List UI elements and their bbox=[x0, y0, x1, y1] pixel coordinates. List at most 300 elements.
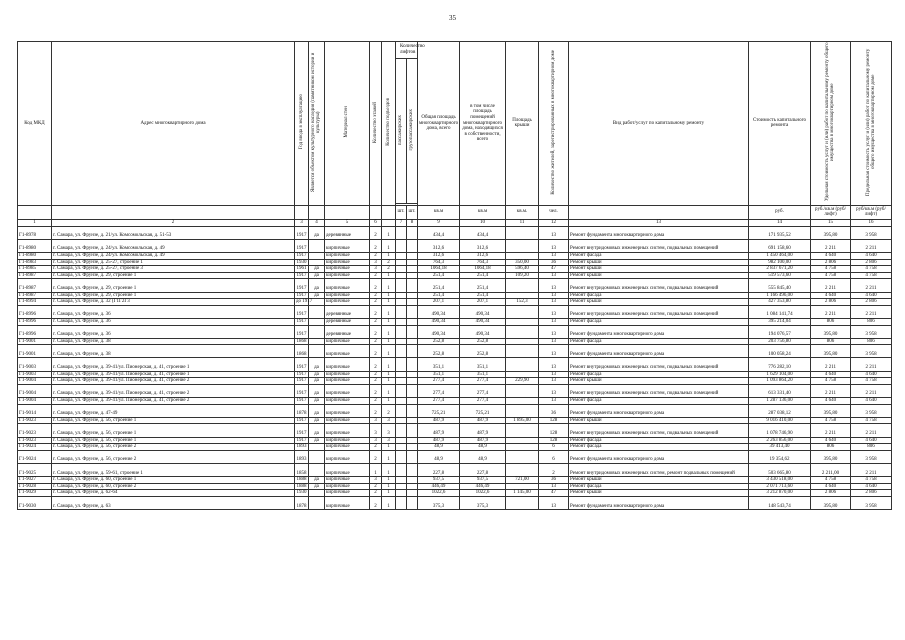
cell-lc bbox=[407, 384, 418, 397]
cell-floors: 2 bbox=[370, 444, 382, 451]
cell-year: 1917 bbox=[295, 384, 309, 397]
cell-entr: 1 bbox=[382, 272, 396, 279]
cell-max: 3 958 bbox=[851, 450, 892, 463]
cell-heritage: да bbox=[309, 398, 325, 405]
table-row bbox=[18, 305, 892, 318]
cell-unit: 4 640 bbox=[811, 292, 851, 299]
cell-entr: 1 bbox=[382, 463, 396, 476]
cell-unit: 2 211 bbox=[811, 239, 851, 252]
table-row bbox=[18, 437, 892, 444]
cell-cost: 427 353,80 bbox=[749, 299, 811, 306]
cell-floors: 3 bbox=[370, 259, 382, 266]
cell-wall: кирпичные bbox=[325, 490, 370, 497]
cell-heritage: да bbox=[309, 358, 325, 371]
cell-cost: 1 287 136,00 bbox=[749, 398, 811, 405]
cell-address: г. Самара, ул. Фрунзе, д. 63 bbox=[52, 496, 295, 509]
cell-lp bbox=[396, 483, 407, 490]
cell-floors: 2 bbox=[370, 404, 382, 417]
cell-work: Ремонт крыши bbox=[569, 417, 749, 424]
cell-address: г. Самара, ул. Фрунзе, д. 39-41/ул. Пионерская, д. 41, строение 1 bbox=[52, 358, 295, 371]
cell-code: Г1-8980 bbox=[18, 252, 52, 259]
table-row bbox=[18, 417, 892, 424]
cell-lc bbox=[407, 371, 418, 378]
cell-heritage bbox=[309, 444, 325, 451]
cell-lp bbox=[396, 417, 407, 424]
cell-heritage: да bbox=[309, 483, 325, 490]
cell-lp bbox=[396, 226, 407, 239]
cell-roof: 350,00 bbox=[506, 259, 539, 266]
cell-max: 3 958 bbox=[851, 226, 892, 239]
cell-floors: 2 bbox=[370, 325, 382, 338]
cell-address: г. Самара, ул. Фрунзе, д. 36 bbox=[52, 318, 295, 325]
cell-res: 13 bbox=[539, 299, 569, 306]
header-lifts-passenger: пассажирских bbox=[396, 58, 407, 203]
cell-res: 13 bbox=[539, 305, 569, 318]
cell-max: 3 958 bbox=[851, 325, 892, 338]
cell-code: Г1-8987 bbox=[18, 292, 52, 299]
cell-area: 227,8 bbox=[418, 463, 460, 476]
cell-unit: 2 806 bbox=[811, 259, 851, 266]
cell-area: 207,1 bbox=[418, 299, 460, 306]
cell-address: г. Самара, ул. Фрунзе, д. 36 bbox=[52, 305, 295, 318]
cell-work: Ремонт фундамента многоквартирного дома bbox=[569, 496, 749, 509]
cell-cost: 1 093 864,20 bbox=[749, 378, 811, 385]
cell-lp bbox=[396, 398, 407, 405]
cell-area: 351,1 bbox=[418, 358, 460, 371]
cell-res: 13 bbox=[539, 318, 569, 325]
cell-roof bbox=[506, 305, 539, 318]
cell-cost: 19 354,62 bbox=[749, 450, 811, 463]
cell-lp bbox=[396, 279, 407, 292]
cell-work: Ремонт крыши bbox=[569, 378, 749, 385]
cell-wall: деревянные bbox=[325, 318, 370, 325]
cell-entr: 1 bbox=[382, 358, 396, 371]
cell-floors: 3 bbox=[370, 266, 382, 273]
cell-lc bbox=[407, 338, 418, 345]
header-cost: Стоимость капитального ремонта bbox=[749, 42, 811, 206]
cell-address: г. Самара, ул. Фрунзе, д. 56, строение 1 bbox=[52, 424, 295, 437]
cell-cost: 982 100,00 bbox=[749, 259, 811, 266]
cell-heritage: да bbox=[309, 272, 325, 279]
cell-cost: 613 331,40 bbox=[749, 384, 811, 397]
cell-max: 2 211 bbox=[851, 239, 892, 252]
cell-work: Ремонт внутридомовых инженерных систем, подвальных помещений bbox=[569, 358, 749, 371]
cell-year: до 1917 bbox=[296, 299, 313, 305]
col-num: 15 bbox=[811, 219, 851, 226]
cell-address: г. Самара, ул. Фрунзе, д. 36 bbox=[52, 325, 295, 338]
cell-unit: 2 806 bbox=[811, 299, 851, 306]
cell-unit: 4 758 bbox=[811, 477, 851, 484]
cell-roof: 109,20 bbox=[506, 272, 539, 279]
cell-unit: 2 211,00 bbox=[811, 463, 851, 476]
cell-address: г. Самара, ул. Фрунзе, д. 56, строение 2 bbox=[52, 444, 295, 451]
cell-lc bbox=[407, 496, 418, 509]
cell-res: 13 bbox=[539, 358, 569, 371]
table-row bbox=[18, 483, 892, 490]
table-row bbox=[18, 404, 892, 417]
cell-max: 4 640 bbox=[851, 398, 892, 405]
cell-code: Г1-8985 bbox=[18, 266, 52, 273]
cell-wall: кирпичные bbox=[325, 378, 370, 385]
cell-area: 490,34 bbox=[418, 318, 460, 325]
cell-entr: 1 bbox=[382, 226, 396, 239]
cell-cost: 555 845,40 bbox=[749, 279, 811, 292]
table-row bbox=[18, 239, 892, 252]
cell-wall: кирпичные bbox=[325, 279, 370, 292]
cell-area: 351,1 bbox=[418, 371, 460, 378]
cell-lp bbox=[396, 358, 407, 371]
cell-entr: 1 bbox=[382, 325, 396, 338]
cell-wall: кирпичные bbox=[325, 463, 370, 476]
table-row bbox=[18, 463, 892, 476]
cell-heritage: да bbox=[309, 226, 325, 239]
cell-work: Ремонт фундамента многоквартирного дома bbox=[569, 345, 749, 358]
col-num: 13 bbox=[569, 219, 749, 226]
table-row bbox=[18, 345, 892, 358]
cell-year: 1888 bbox=[296, 477, 307, 483]
cell-code: Г1-9004 bbox=[18, 378, 52, 385]
cell-address: г. Самара, ул. Фрунзе, д. 60, строение 1 bbox=[52, 477, 295, 484]
cell-roof: 1 145,00 bbox=[506, 490, 539, 497]
header-year: Год ввода в эксплуатацию bbox=[295, 42, 309, 206]
col-num bbox=[382, 219, 396, 226]
cell-lc bbox=[407, 279, 418, 292]
header-heritage: Является объектом культурного наследия (памятником истории и культуры) bbox=[309, 42, 325, 206]
table-row bbox=[18, 450, 892, 463]
header-code: Код МКД bbox=[18, 42, 52, 206]
cell-floors: 3 bbox=[370, 477, 382, 484]
cell-area: 277,4 bbox=[418, 398, 460, 405]
cell-cost: 2 263 856,00 bbox=[749, 437, 811, 444]
cell-max: 2 806 bbox=[851, 490, 892, 497]
col-num: 11 bbox=[506, 219, 539, 226]
cell-code: Г1-9001 bbox=[18, 345, 52, 358]
cell-area: 48,9 bbox=[418, 450, 460, 463]
cell-res: 13 bbox=[539, 371, 569, 378]
cell-owned: 312,6 bbox=[460, 239, 506, 252]
cell-roof bbox=[506, 404, 539, 417]
cell-floors: 2 bbox=[370, 279, 382, 292]
cell-wall: кирпичные bbox=[325, 496, 370, 509]
cell-year: 1930 bbox=[296, 490, 307, 496]
cell-max: 3 958 bbox=[851, 345, 892, 358]
cell-year: 1917 bbox=[295, 325, 309, 338]
cell-max: 2 211 bbox=[851, 463, 892, 476]
cell-res: 13 bbox=[539, 325, 569, 338]
col-num: 2 bbox=[52, 219, 295, 226]
cell-wall: кирпичные bbox=[325, 477, 370, 484]
table-row bbox=[18, 490, 892, 497]
cell-heritage: да bbox=[309, 371, 325, 378]
cell-year: 1917 bbox=[295, 226, 309, 239]
cell-work: Ремонт крыши bbox=[569, 299, 749, 306]
cell-lp bbox=[396, 272, 407, 279]
cell-cost: 171 935,52 bbox=[749, 226, 811, 239]
cell-lc bbox=[407, 483, 418, 490]
col-num: 7 bbox=[396, 219, 407, 226]
cell-owned: 725,21 bbox=[460, 404, 506, 417]
cell-floors: 2 bbox=[370, 384, 382, 397]
cell-year: 1930 bbox=[296, 259, 307, 265]
cell-work: Ремонт внутридомовых инженерных систем, подвальных помещений bbox=[569, 384, 749, 397]
header-wall: Материал стен bbox=[325, 42, 370, 206]
cell-owned: 312,6 bbox=[460, 252, 506, 259]
table-row bbox=[18, 424, 892, 437]
cell-area: 764,3 bbox=[418, 259, 460, 266]
cell-work: Ремонт крыши bbox=[569, 477, 749, 484]
cell-wall: кирпичные bbox=[325, 358, 370, 371]
cell-cost: 3 212 870,00 bbox=[749, 490, 811, 497]
cell-max: 4 640 bbox=[851, 252, 892, 259]
cell-year: 1961 bbox=[296, 266, 307, 272]
cell-code: Г1-9023 bbox=[18, 417, 52, 424]
cell-owned: 1022,6 bbox=[460, 490, 506, 497]
cell-wall: деревянные bbox=[325, 325, 370, 338]
cell-lp bbox=[396, 496, 407, 509]
cell-res: 13 bbox=[539, 272, 569, 279]
cell-floors: 2 bbox=[370, 358, 382, 371]
cell-unit: 395,80 bbox=[811, 226, 851, 239]
cell-roof bbox=[506, 384, 539, 397]
cell-lp bbox=[396, 292, 407, 299]
cell-address: г. Самара, ул. Фрунзе, д. 59-61, строение 1 bbox=[52, 463, 295, 476]
cell-entr: 1 bbox=[382, 450, 396, 463]
cell-max: 2 211 bbox=[851, 384, 892, 397]
cell-unit: 2 211 bbox=[811, 358, 851, 371]
cell-wall: кирпичные bbox=[325, 437, 370, 444]
cell-address: г. Самара, ул. Фрунзе, д. 21/ул. Комсомольская, д. 51-53 bbox=[52, 226, 295, 239]
cell-max: 4 758 bbox=[851, 417, 892, 424]
cell-wall: деревянные bbox=[325, 305, 370, 318]
cell-lc bbox=[407, 226, 418, 239]
cell-year: 1868 bbox=[296, 338, 307, 344]
cell-code: Г1-9030 bbox=[18, 496, 52, 509]
cell-heritage: да bbox=[309, 266, 325, 273]
cell-address: г. Самара, ул. Фрунзе, д. 29, строение 1 bbox=[52, 292, 295, 299]
table-row bbox=[18, 398, 892, 405]
table-row bbox=[18, 338, 892, 345]
cell-max: 2 211 bbox=[851, 305, 892, 318]
cell-entr: 3 bbox=[382, 424, 396, 437]
cell-heritage bbox=[309, 490, 325, 497]
cell-work: Ремонт крыши bbox=[569, 272, 749, 279]
cell-area: 1022,6 bbox=[418, 490, 460, 497]
cell-max: 806 bbox=[851, 444, 892, 451]
table-row bbox=[18, 279, 892, 292]
cell-owned: 487,9 bbox=[460, 424, 506, 437]
cell-max: 2 806 bbox=[851, 299, 892, 306]
cell-owned: 446,49 bbox=[460, 483, 506, 490]
cell-lp bbox=[396, 371, 407, 378]
cell-cost: 395 214,04 bbox=[749, 318, 811, 325]
cell-lc bbox=[407, 318, 418, 325]
cell-lc bbox=[407, 417, 418, 424]
cell-work: Ремонт внутридомовых инженерных систем, подвальных помещений bbox=[569, 424, 749, 437]
table-row bbox=[18, 266, 892, 273]
cell-lp bbox=[396, 437, 407, 444]
cell-res: 36 bbox=[539, 404, 569, 417]
cell-unit: 4 640 bbox=[811, 483, 851, 490]
cell-owned: 1064,18 bbox=[460, 266, 506, 273]
cell-work: Ремонт фундамента многоквартирного дома bbox=[569, 450, 749, 463]
cell-wall: кирпичные bbox=[325, 417, 370, 424]
cell-wall: кирпичные bbox=[325, 384, 370, 397]
cell-lp bbox=[396, 325, 407, 338]
cell-address: г. Самара, ул. Фрунзе, д. 24/ул. Комсомольская, д. 49 bbox=[52, 239, 295, 252]
cell-floors: 2 bbox=[370, 490, 382, 497]
cell-floors: 2 bbox=[370, 483, 382, 490]
cell-cost: 503 665,80 bbox=[749, 463, 811, 476]
cell-entr: 1 bbox=[382, 292, 396, 299]
cell-wall: кирпичные bbox=[325, 424, 370, 437]
cell-area: 277,4 bbox=[418, 384, 460, 397]
cell-floors: 2 bbox=[370, 272, 382, 279]
cell-floors: 1 bbox=[370, 463, 382, 476]
cell-entr: 1 bbox=[382, 490, 396, 497]
cell-owned: 48,9 bbox=[460, 450, 506, 463]
cell-unit: 2 211 bbox=[811, 424, 851, 437]
table-row bbox=[18, 496, 892, 509]
cell-unit: 395,80 bbox=[811, 325, 851, 338]
cell-area: 937,5 bbox=[418, 477, 460, 484]
unit-residents: чел. bbox=[539, 205, 569, 219]
cell-code: Г1-8978 bbox=[18, 226, 52, 239]
cell-heritage: да bbox=[309, 384, 325, 397]
cell-year: 1917 bbox=[296, 318, 307, 324]
cell-area: 277,4 bbox=[418, 378, 460, 385]
cell-area: 312,6 bbox=[418, 239, 460, 252]
cell-wall: деревянные bbox=[325, 226, 370, 239]
cell-area: 251,4 bbox=[418, 279, 460, 292]
cell-code: Г1-8983 bbox=[18, 259, 52, 266]
cell-entr: 1 bbox=[382, 279, 396, 292]
cell-lc bbox=[407, 292, 418, 299]
cell-work: Ремонт фасада bbox=[569, 483, 749, 490]
cell-roof bbox=[506, 318, 539, 325]
cell-address: г. Самара, ул. Фрунзе, д. 56, строение 2 bbox=[52, 450, 295, 463]
cell-year: 1917 bbox=[295, 424, 309, 437]
cell-unit: 2 211 bbox=[811, 384, 851, 397]
cell-unit: 395,80 bbox=[811, 450, 851, 463]
cell-code: Г1-8996 bbox=[18, 325, 52, 338]
cell-cost: 9 016 410,00 bbox=[749, 417, 811, 424]
cell-area: 251,4 bbox=[418, 292, 460, 299]
cell-work: Ремонт внутридомовых инженерных систем, подвальных помещений bbox=[569, 305, 749, 318]
cell-cost: 1 629 104,00 bbox=[749, 371, 811, 378]
cell-cost: 148 543,74 bbox=[749, 496, 811, 509]
cell-res: 13 bbox=[539, 338, 569, 345]
cell-entr: 1 bbox=[382, 345, 396, 358]
cell-roof bbox=[506, 483, 539, 490]
cell-year: 1917 bbox=[295, 358, 309, 371]
header-roof-area: Площадь крыши bbox=[506, 42, 539, 206]
cell-area: 490,34 bbox=[418, 305, 460, 318]
header-address: Адрес многоквартирного дома bbox=[52, 42, 295, 206]
cell-lc bbox=[407, 444, 418, 451]
cell-roof: 229,90 bbox=[506, 378, 539, 385]
cell-address: г. Самара, ул. Фрунзе, д. 47-49 bbox=[52, 404, 295, 417]
cell-roof bbox=[506, 398, 539, 405]
cell-work: Ремонт фасада bbox=[569, 437, 749, 444]
cell-roof bbox=[506, 437, 539, 444]
table-row bbox=[18, 259, 892, 266]
cell-owned: 351,1 bbox=[460, 371, 506, 378]
cell-unit: 4 640 bbox=[811, 437, 851, 444]
cell-heritage bbox=[309, 305, 325, 318]
cell-code: Г1-9003 bbox=[18, 358, 52, 371]
cell-owned: 207,1 bbox=[460, 299, 506, 306]
cell-heritage bbox=[309, 496, 325, 509]
col-num: 12 bbox=[539, 219, 569, 226]
cell-work: Ремонт крыши bbox=[569, 490, 749, 497]
cell-lc bbox=[407, 463, 418, 476]
cell-lc bbox=[407, 305, 418, 318]
cell-cost: 39 413,40 bbox=[749, 444, 811, 451]
cell-address: г. Самара, ул. Фрунзе, д. 29, строение 1 bbox=[52, 272, 295, 279]
cell-roof bbox=[506, 450, 539, 463]
cell-roof bbox=[506, 292, 539, 299]
cell-res: 13 bbox=[539, 378, 569, 385]
cell-work: Ремонт внутридомовых инженерных систем, ремонт подвальных помещений bbox=[569, 463, 749, 476]
cell-res: 6 bbox=[539, 444, 569, 451]
cell-heritage: да bbox=[309, 417, 325, 424]
cell-lc bbox=[407, 252, 418, 259]
cell-res: 6 bbox=[539, 450, 569, 463]
cell-res: 47 bbox=[539, 490, 569, 497]
cell-heritage bbox=[309, 259, 325, 266]
cell-year: 1917 bbox=[295, 305, 309, 318]
cell-res: 13 bbox=[539, 398, 569, 405]
table-row bbox=[18, 272, 892, 279]
cell-entr: 1 bbox=[382, 444, 396, 451]
cell-entr: 1 bbox=[382, 496, 396, 509]
cell-floors: 2 bbox=[370, 252, 382, 259]
cell-cost: 287 038,12 bbox=[749, 404, 811, 417]
cell-code: Г1-8994 bbox=[18, 299, 52, 306]
cell-entr: 2 bbox=[382, 259, 396, 266]
unit-roof-area: кв.м. bbox=[506, 205, 539, 219]
cell-max: 4 758 bbox=[851, 266, 892, 273]
col-num: 5 bbox=[325, 219, 370, 226]
cell-roof bbox=[506, 338, 539, 345]
cell-unit: 4 640 bbox=[811, 398, 851, 405]
cell-floors: 2 bbox=[370, 338, 382, 345]
cell-entr: 3 bbox=[382, 437, 396, 444]
cell-max: 2 211 bbox=[851, 358, 892, 371]
cell-res: 36 bbox=[539, 259, 569, 266]
cell-entr: 1 bbox=[382, 483, 396, 490]
cell-entr: 2 bbox=[382, 404, 396, 417]
cell-max: 806 bbox=[851, 318, 892, 325]
cell-code: Г1-9023 bbox=[18, 437, 52, 444]
cell-code: Г1-8987 bbox=[18, 272, 52, 279]
cell-heritage bbox=[309, 338, 325, 345]
cell-unit: 806 bbox=[811, 338, 851, 345]
cell-entr: 1 bbox=[382, 477, 396, 484]
cell-wall: кирпичные bbox=[325, 404, 370, 417]
cell-res: 13 bbox=[539, 239, 569, 252]
cell-res: 128 bbox=[539, 437, 569, 444]
cell-res: 36 bbox=[539, 477, 569, 484]
cell-year: 1878 bbox=[295, 496, 309, 509]
col-num: 3 bbox=[295, 219, 309, 226]
page-number: 35 bbox=[449, 14, 456, 22]
cell-heritage bbox=[309, 450, 325, 463]
cell-code: Г1-9027 bbox=[18, 477, 52, 484]
cell-address: г. Самара, ул. Фрунзе, д. 60, строение 2 bbox=[52, 483, 295, 490]
cell-lp bbox=[396, 463, 407, 476]
units-row bbox=[18, 205, 892, 219]
